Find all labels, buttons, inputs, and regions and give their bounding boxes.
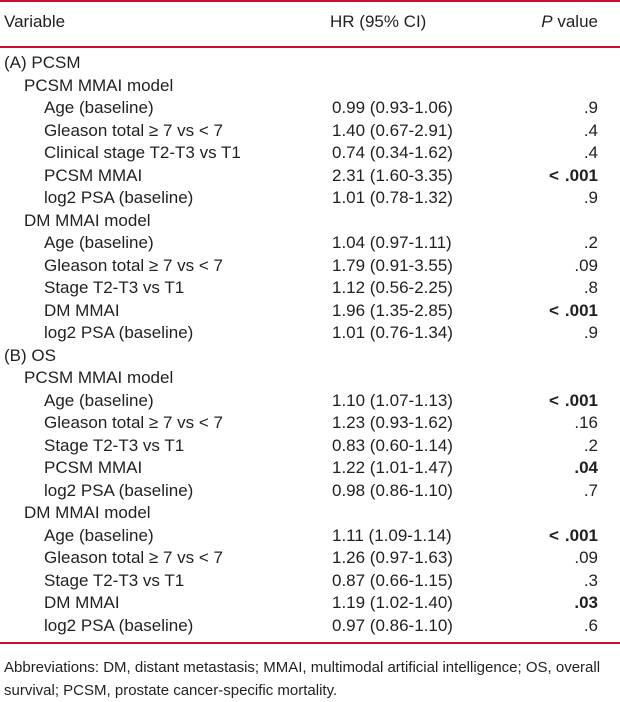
variable-cell: DM MMAI [44,300,120,320]
variable-cell: (B) OS [4,345,56,365]
variable-cell: DM MMAI [44,593,120,612]
table-row [0,390,620,413]
p-value-cell [574,412,598,435]
p-value-number: .04 [574,458,598,477]
variable-cell: (A) PCSM [4,53,81,72]
table-row [0,457,620,480]
table-row [0,322,620,345]
hr-cell: 1.01 (0.76-1.34) [332,323,453,342]
section-row [0,52,620,75]
table-row [0,120,620,143]
p-value-cell [584,120,598,143]
hr-cell: 0.99 (0.93-1.06) [332,98,453,117]
table-row [0,300,620,323]
variable-cell: Clinical stage T2-T3 vs T1 [44,143,241,162]
p-value-cell [574,457,598,480]
p-value-cell [584,142,598,165]
table-row [0,412,620,435]
table-bottom-rule [0,642,620,644]
variable-cell: Stage T2-T3 vs T1 [44,435,185,455]
column-header-variable: Variable [4,12,66,31]
hr-cell: 0.98 (0.86-1.10) [332,480,453,500]
table-body [0,52,620,637]
variable-cell: Gleason total ≥ 7 vs < 7 [44,413,223,432]
p-value-cell [584,615,598,638]
p-value-number: .9 [583,323,598,342]
variable-cell: log2 PSA (baseline) [44,615,194,635]
less-than-sign: < [548,165,559,185]
p-value-cell [574,592,598,615]
hr-cell: 2.31 (1.60-3.35) [332,165,453,185]
hr-cell: 1.79 (0.91-3.55) [332,255,453,275]
table-row [0,232,620,255]
p-letter: P [541,12,553,31]
section-row [0,345,620,368]
p-value-cell [584,97,598,120]
variable-cell: log2 PSA (baseline) [44,480,194,500]
variable-cell: Gleason total ≥ 7 vs < 7 [44,255,223,275]
variable-cell: log2 PSA (baseline) [44,188,194,207]
hr-cell: 0.97 (0.86-1.10) [332,615,453,635]
p-value-number: .8 [583,278,598,297]
table-row [0,277,620,300]
table-top-rule [0,0,620,2]
variable-cell: DM MMAI model [24,503,151,522]
variable-cell: Gleason total ≥ 7 vs < 7 [44,120,223,140]
p-value-number: .3 [583,570,598,590]
less-than-sign: < [548,300,559,320]
variable-cell: Age (baseline) [44,233,154,252]
hr-cell: 1.01 (0.78-1.32) [332,188,453,207]
hr-cell: 1.40 (0.67-2.91) [332,120,453,140]
table-row [0,615,620,638]
variable-cell: Age (baseline) [44,98,154,117]
less-than-sign: < [548,525,559,545]
p-value-cell [584,232,598,255]
table-row [0,592,620,615]
p-value-cell [584,277,598,300]
model-row [0,367,620,390]
hr-cell: 1.10 (1.07-1.13) [332,390,453,410]
model-row [0,502,620,525]
variable-cell: PCSM MMAI model [24,368,174,387]
hr-cell: 1.04 (0.97-1.11) [332,233,452,252]
model-row [0,75,620,98]
table-row [0,165,620,188]
p-value-cell [584,480,598,503]
p-value-cell [584,570,598,593]
p-value-number: .7 [583,480,598,500]
p-value-number: .9 [583,188,598,207]
table-row [0,525,620,548]
hr-cell: 0.87 (0.66-1.15) [332,570,453,590]
p-value-cell [574,255,598,278]
variable-cell: DM MMAI model [24,210,151,230]
table-row [0,570,620,593]
table-row [0,187,620,210]
p-value-cell [584,322,598,345]
p-value-number: .4 [583,143,598,162]
hr-cell: 1.96 (1.35-2.85) [332,300,453,320]
variable-cell: Age (baseline) [44,525,154,545]
header-rule [0,46,620,48]
p-value-number: .03 [574,593,598,612]
hr-cell: 0.83 (0.60-1.14) [332,435,453,455]
p-value-number: .09 [574,548,598,567]
p-value-number: .6 [583,615,598,635]
footnote: Abbreviations: DM, distant metastasis; MMAI, multimodal artificial intelligence; OS, overall survival; PCSM, prostate cancer-specific mortality. [4,659,601,699]
variable-cell: Stage T2-T3 vs T1 [44,570,185,590]
variable-cell: log2 PSA (baseline) [44,323,194,342]
variable-cell: Age (baseline) [44,390,154,410]
column-header-p-value [541,11,598,33]
variable-cell: PCSM MMAI [44,165,143,185]
hr-cell: 1.22 (1.01-1.47) [332,458,453,477]
p-value-number: .001 [564,390,598,410]
table-row [0,480,620,503]
p-value-number: .001 [564,165,598,185]
p-value-number: .4 [583,120,598,140]
hr-cell: 0.74 (0.34-1.62) [332,143,453,162]
table-row [0,435,620,458]
p-value-number: .16 [574,413,598,432]
p-value-cell [584,187,598,210]
column-header-hr: HR (95% CI) [330,12,427,31]
p-value-word: value [552,12,598,31]
hr-cell: 1.26 (0.97-1.63) [332,548,453,567]
p-value-number: .001 [564,300,598,320]
table-row [0,142,620,165]
table-row [0,97,620,120]
table-row [0,255,620,278]
p-value-cell [584,435,598,458]
p-value-number: .9 [583,98,598,117]
hr-cell: 1.23 (0.93-1.62) [332,413,453,432]
variable-cell: Gleason total ≥ 7 vs < 7 [44,548,223,567]
hr-cell: 1.19 (1.02-1.40) [332,593,453,612]
p-value-number: .001 [564,525,598,545]
model-row [0,210,620,233]
table-row [0,547,620,570]
p-value-cell [549,525,598,548]
variable-cell: PCSM MMAI [44,458,143,477]
p-value-number: .2 [583,233,598,252]
less-than-sign: < [548,390,559,410]
p-value-number: .2 [583,435,598,455]
p-value-cell [549,300,598,323]
p-value-cell [549,390,598,413]
p-value-number: .09 [574,255,598,275]
p-value-cell [549,165,598,188]
p-value-cell [574,547,598,570]
hr-cell: 1.11 (1.09-1.14) [332,525,452,545]
hr-cell: 1.12 (0.56-2.25) [332,278,453,297]
variable-cell: Stage T2-T3 vs T1 [44,278,185,297]
variable-cell: PCSM MMAI model [24,75,174,95]
